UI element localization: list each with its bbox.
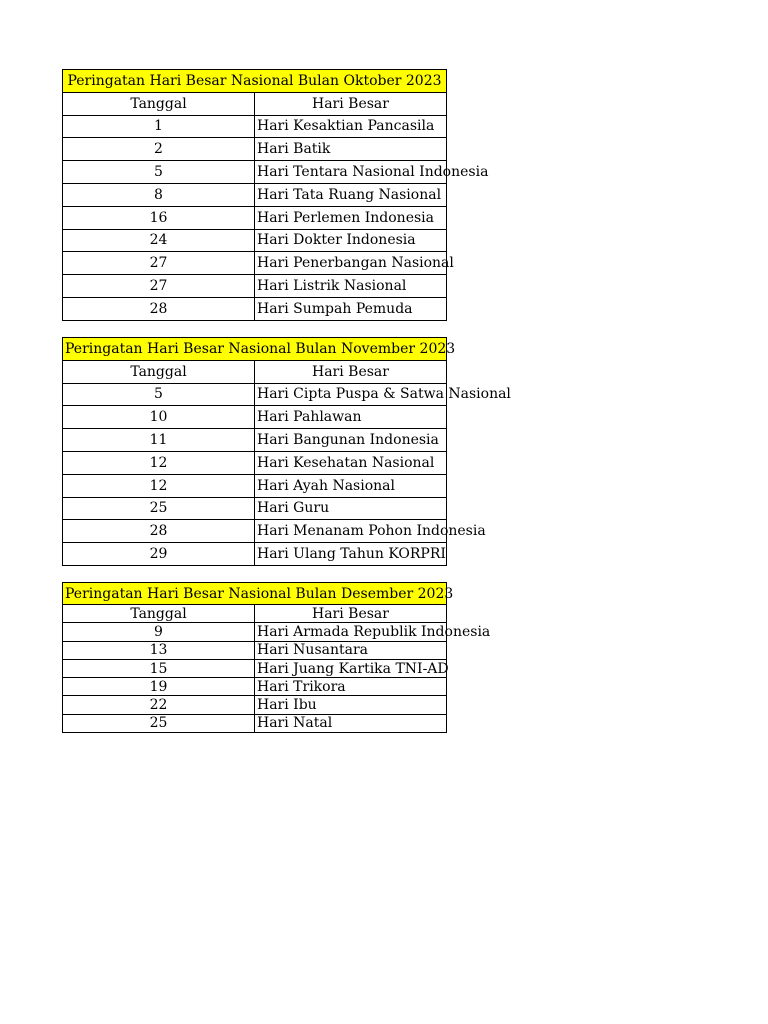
holiday-name-cell: Hari Juang Kartika TNI-AD — [255, 659, 447, 677]
table-row — [63, 206, 447, 229]
table-row — [63, 659, 447, 677]
table-row — [63, 229, 447, 252]
date-cell: 25 — [63, 497, 255, 520]
table-row — [63, 543, 447, 566]
table-row — [63, 115, 447, 138]
holiday-name-cell: Hari Guru — [255, 497, 447, 520]
holiday-name-cell: Hari Dokter Indonesia — [255, 229, 447, 252]
table-row — [63, 183, 447, 206]
holiday-table-oktober — [62, 69, 489, 321]
table-title-row — [63, 70, 447, 93]
table-row — [63, 451, 447, 474]
table-title: Peringatan Hari Besar Nasional Bulan November 2023 — [63, 338, 447, 361]
table-row — [63, 678, 447, 696]
date-cell: 1 — [63, 115, 255, 138]
date-cell: 28 — [63, 297, 255, 320]
date-cell: 5 — [63, 161, 255, 184]
table-row — [63, 275, 447, 298]
date-cell: 15 — [63, 659, 255, 677]
table-row — [63, 161, 447, 184]
holiday-name-cell: Hari Natal — [255, 714, 447, 732]
holiday-name-cell: Hari Ulang Tahun KORPRI — [255, 543, 447, 566]
table-title: Peringatan Hari Besar Nasional Bulan Desember 2023 — [63, 583, 447, 605]
table-row — [63, 641, 447, 659]
table-header-row — [63, 92, 447, 115]
date-cell: 29 — [63, 543, 255, 566]
holiday-name-cell: Hari Pahlawan — [255, 406, 447, 429]
date-cell: 19 — [63, 678, 255, 696]
holiday-name-cell: Hari Tentara Nasional Indonesia — [255, 161, 447, 184]
table-row — [63, 474, 447, 497]
holiday-name-cell: Hari Penerbangan Nasional — [255, 252, 447, 275]
holiday-name-cell: Hari Ibu — [255, 696, 447, 714]
table-row — [63, 406, 447, 429]
column-header-date: Tanggal — [63, 360, 255, 383]
column-header-name: Hari Besar — [255, 605, 447, 623]
date-cell: 9 — [63, 623, 255, 641]
holiday-name-cell: Hari Trikora — [255, 678, 447, 696]
table-row — [63, 252, 447, 275]
column-header-date: Tanggal — [63, 605, 255, 623]
date-cell: 12 — [63, 474, 255, 497]
date-cell: 22 — [63, 696, 255, 714]
holiday-name-cell: Hari Listrik Nasional — [255, 275, 447, 298]
column-header-name: Hari Besar — [255, 92, 447, 115]
table-title-row — [63, 338, 447, 361]
holiday-name-cell: Hari Batik — [255, 138, 447, 161]
table-header-row — [63, 605, 447, 623]
table-row — [63, 623, 447, 641]
holiday-name-cell: Hari Bangunan Indonesia — [255, 429, 447, 452]
holiday-table-november — [62, 337, 511, 566]
table-row — [63, 429, 447, 452]
holiday-name-cell: Hari Cipta Puspa & Satwa Nasional — [255, 383, 447, 406]
date-cell: 10 — [63, 406, 255, 429]
date-cell: 27 — [63, 252, 255, 275]
holiday-name-cell: Hari Tata Ruang Nasional — [255, 183, 447, 206]
holiday-name-cell: Hari Nusantara — [255, 641, 447, 659]
table-header-row — [63, 360, 447, 383]
holiday-name-cell: Hari Kesaktian Pancasila — [255, 115, 447, 138]
table-title-row — [63, 583, 447, 605]
date-cell: 13 — [63, 641, 255, 659]
date-cell: 16 — [63, 206, 255, 229]
holiday-table-desember — [62, 582, 491, 733]
table-row — [63, 520, 447, 543]
holiday-name-cell: Hari Ayah Nasional — [255, 474, 447, 497]
column-header-name: Hari Besar — [255, 360, 447, 383]
table-row — [63, 497, 447, 520]
column-header-date: Tanggal — [63, 92, 255, 115]
date-cell: 8 — [63, 183, 255, 206]
holiday-name-cell: Hari Menanam Pohon Indonesia — [255, 520, 447, 543]
date-cell: 2 — [63, 138, 255, 161]
table-row — [63, 297, 447, 320]
date-cell: 12 — [63, 451, 255, 474]
date-cell: 28 — [63, 520, 255, 543]
date-cell: 25 — [63, 714, 255, 732]
table-row — [63, 138, 447, 161]
date-cell: 27 — [63, 275, 255, 298]
date-cell: 24 — [63, 229, 255, 252]
table-row — [63, 714, 447, 732]
holiday-name-cell: Hari Kesehatan Nasional — [255, 451, 447, 474]
table-title: Peringatan Hari Besar Nasional Bulan Oktober 2023 — [63, 70, 447, 93]
holiday-name-cell: Hari Sumpah Pemuda — [255, 297, 447, 320]
holiday-name-cell: Hari Armada Republik Indonesia — [255, 623, 447, 641]
holiday-name-cell: Hari Perlemen Indonesia — [255, 206, 447, 229]
date-cell: 11 — [63, 429, 255, 452]
table-row — [63, 383, 447, 406]
date-cell: 5 — [63, 383, 255, 406]
table-row — [63, 696, 447, 714]
